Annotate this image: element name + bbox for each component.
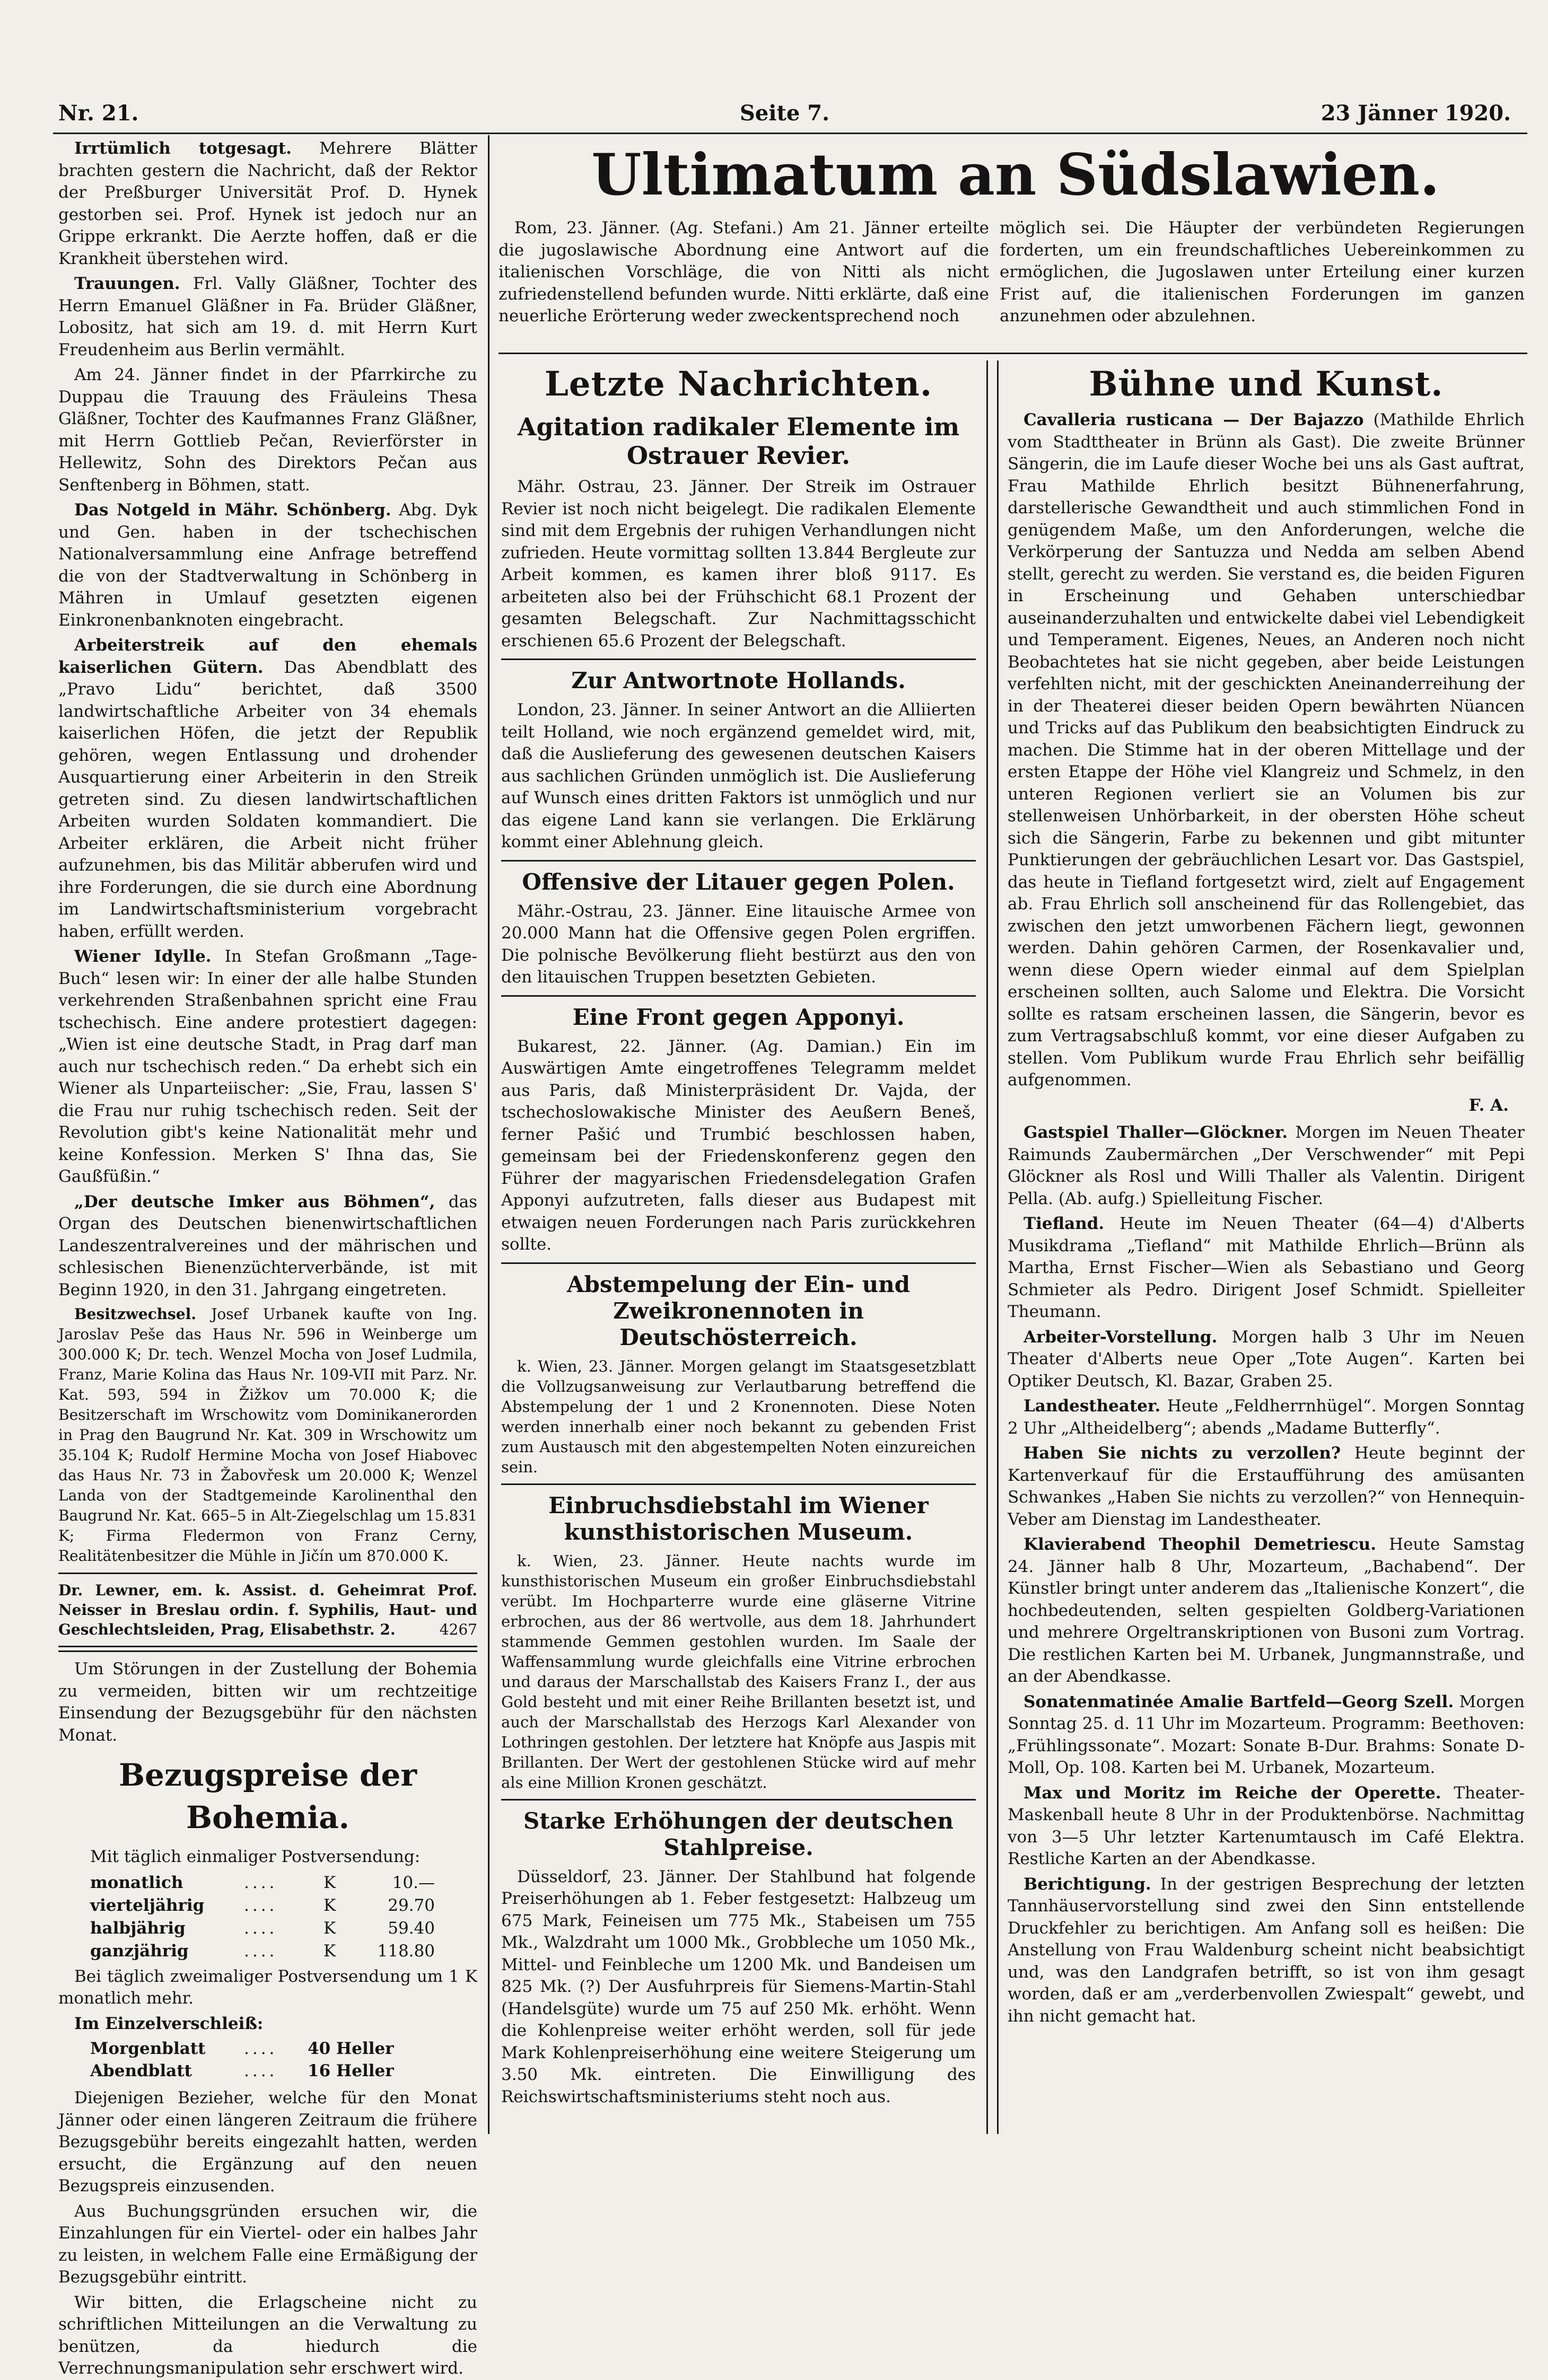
article-body: Mähr. Ostrau, 23. Jänner. Der Streik im Ostrauer Revier ist noch nicht beigelegt. Die radikalen Elemente sind mit dem Ergebnis der ruhigen Verhandlungen nicht zufrieden. Heute vormittag sollten 13.844 Bergleute zur Arbeit kommen, es kamen ihrer bloß 9117. Es arbeiteten also bei der Frühschicht 68.1 Prozent der gesamten Belegschaft. Zur Nachmittagsschicht erschienen 65.6 Prozent der Belegschaft. bbox=[501, 477, 976, 651]
article-title: Zur Antwortnote Hollands. bbox=[571, 668, 906, 693]
column-rule-2b bbox=[997, 361, 999, 2134]
issue-date: 23 Jänner 1920. bbox=[1320, 101, 1511, 126]
article-title: Starke Erhöhungen der deutschen Stahlpreise. bbox=[523, 1807, 954, 1860]
article-title: Einbruchsdiebstahl im Wiener kunsthistorischen Museum. bbox=[548, 1492, 929, 1545]
column-local-news: Irrtümlich totgesagt. Mehrere Blätter brachten gestern die Nachricht, daß der Rektor der Preßburger Universität Prof. D. Hynek gestorben sei. Prof. Hynek ist jedoch nur an Grippe erkrankt. Die Aerzte hoffen, daß er die Krankheit überstehen wird. Trauungen. Frl. Vally Gläßner, Tochter des Herrn Emanuel Gläßner in Fa. Brüder Gläßner, Lobositz, hat sich am 19. d. mit Herrn Kurt Freudenheim aus Berlin vermählt. Am 24. Jänner findet in der Pfarrkirche zu Duppau die Trauung des Fräuleins Thesa Gläßner, Tochter des Kaufmannes Franz Gläßner, mit Herrn Gottlieb Pečan, Revierförster in Hellewitz, Sohn des Direktors Pečan aus Senftenberg in Böhmen, statt. Das Notgeld in Mähr. Schönberg. Abg. Dyk und Gen. haben in der tschechischen Nationalversammlung eine Anfrage betreffend die von der Stadtverwaltung in Schönberg in Mähren in Umlauf gesetzten eigenen Einkronenbanknoten eingebracht. Arbeiterstreik auf den ehemals kaiserlichen Gütern. Das Abendblatt des „Pravo Lidu“ berichtet, daß 3500 landwirtschaftliche Arbeiter von 34 ehemals kaiserlichen Höfen, die jetzt der Republik gehören, wegen Entlassung und drohender Ausquartierung einer Arbeiterin in den Streik getreten sind. Zu diesen landwirtschaftlichen Arbeiten wurden Soldaten kommandiert. Die Arbeiter erklären, die Arbeit nicht früher aufzunehmen, bis das Militär abberufen wird und ihre Forderungen, die sie durch eine Abordnung im Landwirtschaftsministerium vorgebracht haben, erfüllt werden. Wiener Idylle. In Stefan Großmann „Tage-Buch“ lesen wir: In einer der alle halbe Stunden verkehrenden Straßenbahnen spricht eine Frau tschechisch. Eine andere protestiert dagegen: „Wien ist eine deutsche Stadt, in Prag darf man auch nur tschechisch reden.“ Da erhebt sich ein Wiener als Unparteiischer: „Sie, Frau, lassen S' die Frau nur ruhig tschechisch reden. Seit der Revolution gibt's keine Nationalität mehr und keine Konfession. Merken S' Ihna das, Sie Gaußfüßin.“ „Der deutsche Imker aus Böhmen“, das Organ des Deutschen bienenwirtschaftlichen Landeszentralvereines und der mährischen und schlesischen Bienenzüchterverbände, ist mit Beginn 1920, in den 31. Jahrgang eingetreten. Besitzwechsel. Josef Urbanek kaufte von Ing. Jaroslav Peše das Haus Nr. 596 in Weinberge um 300.000 K; Dr. tech. Wenzel Mocha von Josef Ludmila, Franz, Marie Kolina das Haus Nr. 109-VII mit Parz. Nr. Kat. 593, 594 in Žižkov um 70.000 K; die Besitzerschaft im Wrschowitz vom Dominikanerorden in Prag den Baugrund Nr. Kat. 309 in Wrschowitz um 35.104 K; Rudolf Hermine Mocha von Josef Hiabovec das Haus Nr. 73 in Žabovřesk um 20.000 K; Wenzel Landa von der Stadtgemeinde Karolinenthal den Baugrund Nr. Kat. 665–5 in Alt-Ziegelschlag um 15.831 K; Firma Fledermon von Franz Cerny, Realitätenbesitzer die Mühle in Jičín um 870.000 K. Dr. Lewner, em. k. Assist. d. Geheimrat Prof. Neisser in Breslau ordin. f. Syphilis, Haut- und Geschlechtsleiden, Prag, Elisabethstr. 2. 4267 Um Störungen in der Zustellung der Bohemia zu vermeiden, bitten wir um rechtzeitige Einsendung der Bezugsgebühr für den nächsten Monat. Bezugspreise der Bohemia. Mit täglich einmaliger Postversendung: monatlich .... K 10.— vierteljährig .... K 29.70 halbjährig .... K 59.40 ganzjährig .... K 118.80 Bei täglich zweimaliger Postversendung um 1 K monatlich mehr. Im Einzelverschleiß: Morgenblatt .... 40 Heller Abendblatt .... 16 Heller Diejenigen Bezieher, welche für den Monat Jänner oder einen längeren Zeitraum die frühere Bezugsgebühr bereits eingezahlt hatten, werden ersucht, die Ergänzung auf den neuen Bezugspreis einzusenden. Aus Buchungsgründen ersuchen wir, die Einzahlungen für ein Viertel- oder ein halbes Jahr zu leisten, in welchem Falle eine Ermäßigung der Bezugsgebühr eintritt. Wir bitten, die Erlagscheine nicht zu schriftlichen Mitteilungen an die Verwaltung zu benützen, da hiedurch die Verrechnungsmanipulation sehr erschwert wird. bbox=[58, 139, 477, 2378]
price-row: halbjährig .... K 59.40 bbox=[90, 1918, 435, 1938]
article-body: Bukarest, 22. Jänner. (Ag. Damian.) Ein im Auswärtigen Amte eingetroffenes Telegramm meldet aus Paris, daß Ministerpräsident Dr. Vajda, der tschechoslowakische Minister des Aeußern Beneš, ferner Pašić und Trumbić beschlossen haben, gemeinsam bei der Friedenskonferenz gegen den Führer der magyarischen Friedensdelegation Grafen Apponyi aufzutreten, falls dieser aus Budapest mit etwaigen neuen Forderungen nach Paris zurückkehren sollte. bbox=[501, 1037, 976, 1254]
column-rule-1 bbox=[488, 135, 489, 2134]
stage-art-title: Bühne und Kunst. bbox=[1089, 364, 1444, 404]
subscription-title: Bezugspreise der Bohemia. bbox=[118, 1757, 417, 1836]
ultimatum-text-right: möglich sei. Die Häupter der verbündeten Regierungen forderten, um ein freundschaftliches Uebereinkommen zu ermöglichen, die Jugoslawen unter Erteilung einer kurzen Frist auf, die italienischen Forderungen im ganzen anzunehmen oder abzulehnen. bbox=[1000, 218, 1525, 326]
latest-news-title: Letzte Nachrichten. bbox=[544, 364, 933, 404]
single-price-row: Abendblatt .... 16 Heller bbox=[90, 2061, 394, 2080]
page-header bbox=[58, 101, 1511, 133]
review-signature: F. A. bbox=[1468, 1095, 1509, 1115]
article-body: k. Wien, 23. Jänner. Heute nachts wurde im kunsthistorischen Museum ein großer Einbruchsdiebstahl verübt. Im Hochparterre wurde eine gläserne Vitrine erbrochen, aus der 86 wertvolle, aus dem 18. Jahrhundert stammende Gemmen gestohlen wurden. Im Saale der Waffensammlung wurde gleichfalls eine Vitrine erbrochen und daraus der Marschallstab des Kaisers Franz I., der aus Gold besteht und mit einer Reihe Brillanten besetzt ist, und auch der Marschallstab des Herzogs Karl Alexander von Lothringen gestohlen. Der letztere hat Knöpfe aus Jaspis mit Brillanten. Der Wert der gestohlenen Stücke wird auf mehr als eine Million Kronen geschätzt. bbox=[501, 1551, 976, 1791]
article-body: k. Wien, 23. Jänner. Morgen gelangt im Staatsgesetzblatt die Vollzugsanweisung zur Verlautbarung betreffend die Abstempelung der 1 und 2 Kronennoten. Diese Noten werden innerhalb einer noch bekannt zu gebenden Frist zum Austausch mit den abgestempelten Noten einzureichen sein. bbox=[501, 1357, 976, 1476]
article-body: Düsseldorf, 23. Jänner. Der Stahlbund hat folgende Preiserhöhungen ab 1. Feber festgesetzt: Halbzeug um 675 Mark, Feineisen um 775 Mk., Stabeisen um 755 Mk., Walzdraht um 1000 Mk., Grobbleche um 1050 Mk., Mittel- und Feinbleche um 1200 Mk. und Bandeisen um 825 Mk. (?) Der Ausfuhrpreis für Siemens-Martin-Stahl (Handelsgüte) wurde um 75 auf 250 Mk. erhöht. Wenn die Kohlenpreise weiter erhöht werden, soll für jede Mark Kohlenpreiserhöhung eine weitere Steigerung um 3.50 Mk. eintreten. Die Einwilligung des Reichswirtschaftsministeriums steht noch aus. bbox=[501, 1867, 976, 2106]
single-price-row: Morgenblatt .... 40 Heller bbox=[90, 2039, 394, 2058]
column-rule-2 bbox=[986, 361, 988, 2134]
article-title: Abstempelung der Ein- und Zweikronennoten in Deutschösterreich. bbox=[566, 1271, 911, 1350]
ad-separator bbox=[58, 1573, 477, 1574]
header-rule bbox=[53, 133, 1527, 134]
ultimatum-rule bbox=[498, 353, 1527, 354]
price-row: ganzjährig .... K 118.80 bbox=[90, 1941, 435, 1961]
ultimatum-text-left: Rom, 23. Jänner. (Ag. Stefani.) Am 21. Jänner erteilte die jugoslawische Abordnung eine Antwort auf die italienischen Vorschläge, die von Nitti als nicht zufriedenstellend befunden wurde. Nitti erklärte, daß eine neuerliche Erörterung weder zweckentsprechend noch bbox=[498, 218, 989, 326]
price-row: vierteljährig .... K 29.70 bbox=[90, 1895, 435, 1915]
article-body: Mähr.-Ostrau, 23. Jänner. Eine litauische Armee von 20.000 Mann hat die Offensive gegen Polen ergriffen. Die polnische Bevölkerung flieht bestürzt aus den von den litauischen Truppen besetzten Gebieten. bbox=[501, 901, 976, 987]
column-stage-and-art: Bühne und Kunst. Cavalleria rusticana — Der Bajazzo (Mathilde Ehrlich vom Stadttheater in Brünn als Gast). Die zweite Brünner Sängerin, die im Laufe dieser Woche bei uns als Gast auftrat, Frau Mathilde Ehrlich besitzt Bühnenerfahrung, darstellerische Gewandtheit und auch stimmlichen Fond in genügendem Maße, um den Anforderungen, welche die Verkörperung der Santuzza und Nedda am selben Abend stellt, gerecht zu werden. Sie verstand es, die beiden Figuren in Erscheinung und Gehaben unterschiedbar auseinanderzuhalten und entwickelte dabei viel Lebendigkeit und Temperament. Eigenes, Neues, an Anderen noch nicht Beobachtetes hat sie nicht gegeben, aber beide Leistungen verfehlten nicht, mit der geschickten Aneinanderreihung der in der Theaterei dieser beiden Opern bewährten Nüancen und Tricks auf das Publikum den beabsichtigten Eindruck zu machen. Die Stimme hat in der oberen Mittellage und der ersten Etappe der Höhe viel Klangreiz und Schmelz, in den unteren Regionen verliert sie an Volumen bis zur stellenweisen Unhörbarkeit, in der obersten Höhe scheut sich die Sängerin, Farbe zu bekennen und gibt mitunter Punktierungen der gebräuchlichen Lesart vor. Das Gastspiel, das heute in Tiefland fortgesetzt wird, zielt auf Engagement ab. Frau Ehrlich soll anscheinend für das Rollengebiet, das zwischen den jetzt umworbenen Fächern liegt, gewonnen werden. Dahin gehören Carmen, der Rosenkavalier und, wenn diese Opern wieder einmal auf dem Spielplan erscheinen sollten, auch Salome und Elektra. Die Vorsicht sollte es ratsam erscheinen lassen, die Sängerin, bevor es zum Vertragsabschluß kommt, vor eine dieser Aufgaben zu stellen. Vom Publikum wurde Frau Ehrlich sehr beifällig aufgenommen. F. A. Gastspiel Thaller—Glöckner. Morgen im Neuen Theater Raimunds Zaubermärchen „Der Verschwender“ mit Pepi Glöckner als Rosl und Willi Thaller als Valentin. Dirigent Pella. (Ab. aufg.) Spielleitung Fischer. Tiefland. Heute im Neuen Theater (64—4) d'Alberts Musikdrama „Tiefland“ mit Mathilde Ehrlich—Brünn als Martha, Ernst Fischer—Wien als Sebastiano und Georg Schmieter als Pedro. Dirigent Josef Schmidt. Spielleiter Theumann. Arbeiter-Vorstellung. Morgen halb 3 Uhr im Neuen Theater d'Alberts neue Oper „Tote Augen“. Karten bei Optiker Deutsch, Kl. Bazar, Graben 25. Landestheater. Heute „Feldherrnhügel“. Morgen Sonntag 2 Uhr „Altheidelberg“; abends „Madame Butterfly“. Haben Sie nichts zu verzollen? Heute beginnt der Kartenverkauf für die Erstaufführung des amüsanten Schwankes „Haben Sie nichts zu verzollen?“ von Hennequin-Veber am Dienstag im Landestheater. Klavierabend Theophil Demetriescu. Heute Samstag 24. Jänner halb 8 Uhr, Mozarteum, „Bachabend“. Der Künstler bringt unter anderem das „Italienische Konzert“, die hochbedeutenden, selten gespielten Goldberg-Variationen und mehrere Orgeltranskriptionen von Busoni zum Vortrag. Die restlichen Karten bei M. Urbanek, Jungmannstraße, und an der Abendkasse. Sonatenmatinée Amalie Bartfeld—Georg Szell. Morgen Sonntag 25. d. 11 Uhr im Mozarteum. Programm: Beethoven: „Frühlingssonate“. Mozart: Sonate B-Dur. Brahms: Sonate D-Moll, Op. 108. Karten bei M. Urbanek, Mozarteum. Max und Moritz im Reiche der Operette. Theater-Maskenball heute 8 Uhr in der Produktenbörse. Nachmittag von 3—5 Uhr letzter Kartenumtausch im Café Elektra. Restliche Karten an der Abendkasse. Berichtigung. In der gestrigen Besprechung der letzten Tannhäuservorstellung sind zwei den Sinn entstellende Druckfehler zu berichtigen. Am Anfang soll es heißen: Die Anstellung von Frau Waldenburg scheint nicht beabsichtigt und, was den Landgrafen betrifft, so ist von ihm gesagt worden, daß er am „verderbenvollen Zwiespalt“ gewebt, und ihn nicht gemacht hat. bbox=[1008, 364, 1525, 2026]
price-row: monatlich .... K 10.— bbox=[90, 1873, 435, 1892]
article-title: Agitation radikaler Elemente im Ostrauer Revier. bbox=[517, 412, 960, 470]
article-title: Eine Front gegen Apponyi. bbox=[572, 1004, 905, 1030]
ultimatum-headline: Ultimatum an Südslawien. bbox=[591, 142, 1440, 208]
price-table bbox=[90, 1872, 477, 1963]
article-body: London, 23. Jänner. In seiner Antwort an die Alliierten teilt Holland, wie noch ergänzend gemeldet wird, mit, daß die Auslieferung des gewesenen deutschen Kaisers aus sachlichen Gründen unmöglich ist. Die Auslieferung auf Wunsch eines dritten Faktors ist unmöglich und nur das eigene Land kann sie verlangen. Die Erklärung kommt einer Ablehnung gleich. bbox=[501, 700, 976, 851]
page-number: Seite 7. bbox=[739, 101, 830, 126]
subscription-notice: Um Störungen in der Zustellung der Bohemia zu vermeiden, bitten wir um rechtzeitige Einsendung der Bezugsgebühr für den nächsten Monat. bbox=[58, 1659, 477, 1745]
column-latest-news bbox=[501, 361, 976, 2147]
article-title: Offensive der Litauer gegen Polen. bbox=[522, 868, 955, 895]
doctor-advertisement: Dr. Lewner, em. k. Assist. d. Geheimrat Prof. Neisser in Breslau ordin. f. Syphilis, Haut- und Geschlechtsleiden, Prag, Elisabethstr. 2. 4267 bbox=[58, 1582, 477, 1638]
newspaper-page bbox=[21, 0, 1548, 2378]
issue-number: Nr. 21. bbox=[58, 101, 139, 126]
